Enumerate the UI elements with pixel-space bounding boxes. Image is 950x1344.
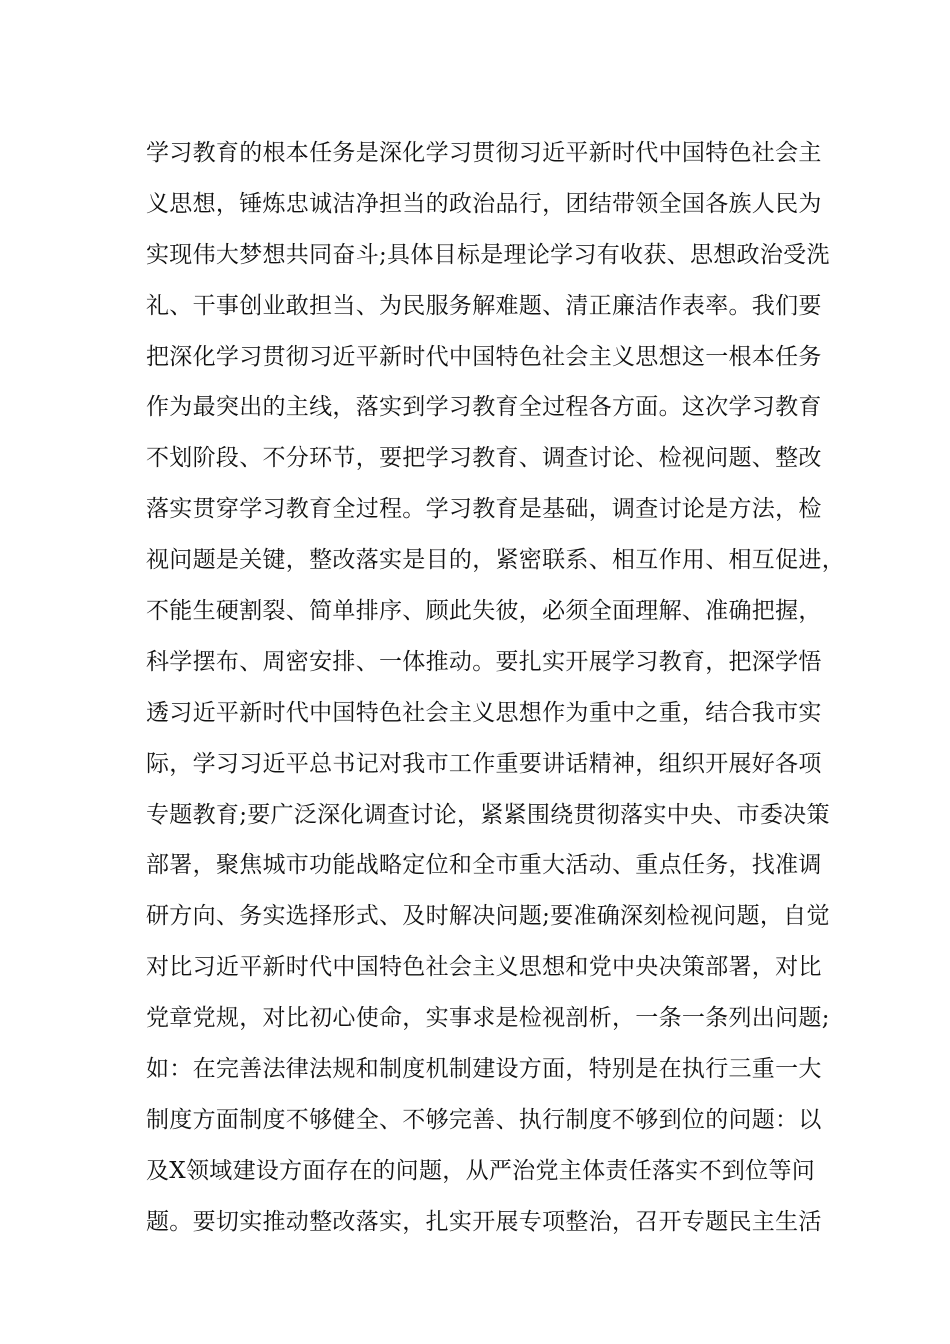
- text-line: 落实贯穿学习教育全过程。学习教育是基础，调查讨论是方法，检: [146, 496, 822, 523]
- body-text: [146, 128, 845, 1248]
- text-line: 透习近平新时代中国特色社会主义思想作为重中之重，结合我市实: [146, 699, 822, 726]
- text-line: 礼、干事创业敢担当、为民服务解难题、清正廉洁作表率。我们要: [146, 292, 822, 319]
- text-line: 部署，聚焦城市功能战略定位和全市重大活动、重点任务，找准调: [146, 852, 822, 879]
- text-line: 制度方面制度不够健全、不够完善、执行制度不够到位的问题：以: [146, 1106, 822, 1133]
- text-line: 学习教育的根本任务是深化学习贯彻习近平新时代中国特色社会主: [146, 140, 822, 166]
- text-line: 作为最突出的主线，落实到学习教育全过程各方面。这次学习教育: [146, 394, 822, 421]
- text-line: 不划阶段、不分环节，要把学习教育、调查讨论、检视问题、整改: [146, 445, 822, 472]
- text-line: 把深化学习贯彻习近平新时代中国特色社会主义思想这一根本任务: [146, 343, 822, 370]
- text-line: 党章党规，对比初心使命，实事求是检视剖析，一条一条列出问题;: [146, 1005, 830, 1032]
- text-line: 如：在完善法律法规和制度机制建设方面，特别是在执行三重一大: [146, 1056, 822, 1083]
- text-line: 研方向、务实选择形式、及时解决问题;要准确深刻检视问题，自觉: [146, 903, 830, 930]
- text-line: 专题教育;要广泛深化调查讨论，紧紧围绕贯彻落实中央、市委决策: [146, 801, 830, 828]
- text-line: 实现伟大梦想共同奋斗;具体目标是理论学习有收获、思想政治受洗: [146, 241, 830, 268]
- text-line: 义思想，锤炼忠诚洁净担当的政治品行，团结带领全国各族人民为: [146, 190, 822, 217]
- text-line: 视问题是关键，整改落实是目的，紧密联系、相互作用、相互促进，: [146, 547, 845, 574]
- text-line: 对比习近平新时代中国特色社会主义思想和党中央决策部署，对比: [146, 954, 822, 981]
- text-line: 不能生硬割裂、简单排序、顾此失彼，必须全面理解、准确把握，: [146, 598, 822, 625]
- text-line: 及X领域建设方面存在的问题，从严治党主体责任落实不到位等问: [146, 1157, 816, 1184]
- text-line: 际，学习习近平总书记对我市工作重要讲话精神，组织开展好各项: [146, 750, 822, 777]
- text-line: 科学摆布、周密安排、一体推动。要扎实开展学习教育，把深学悟: [146, 648, 822, 675]
- text-line: 题。要切实推动整改落实，扎实开展专项整治，召开专题民主生活: [146, 1208, 822, 1235]
